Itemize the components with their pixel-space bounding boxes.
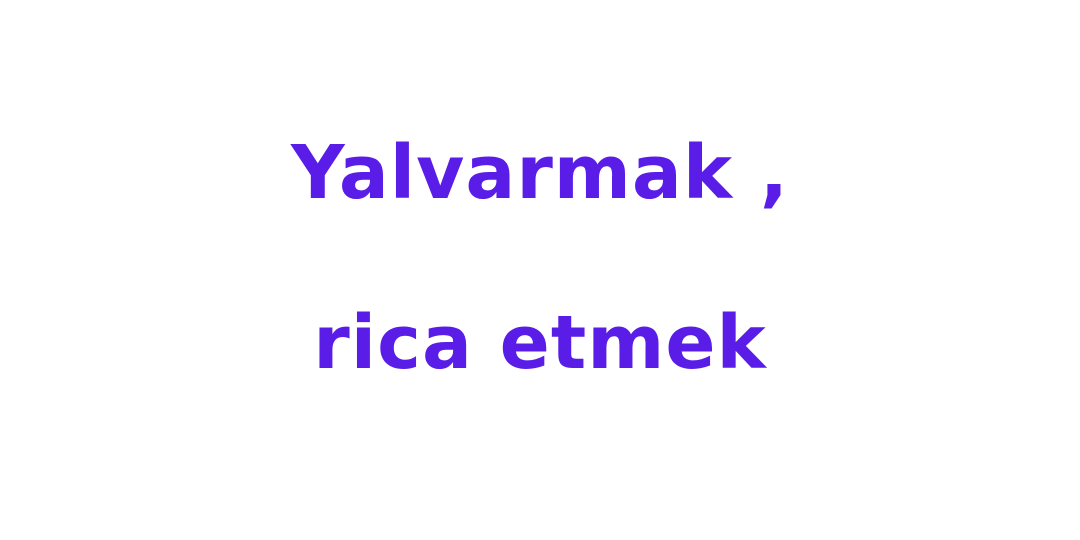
phrase-line-2: rica etmek [313, 300, 767, 386]
phrase-line-1: Yalvarmak , [291, 130, 789, 216]
